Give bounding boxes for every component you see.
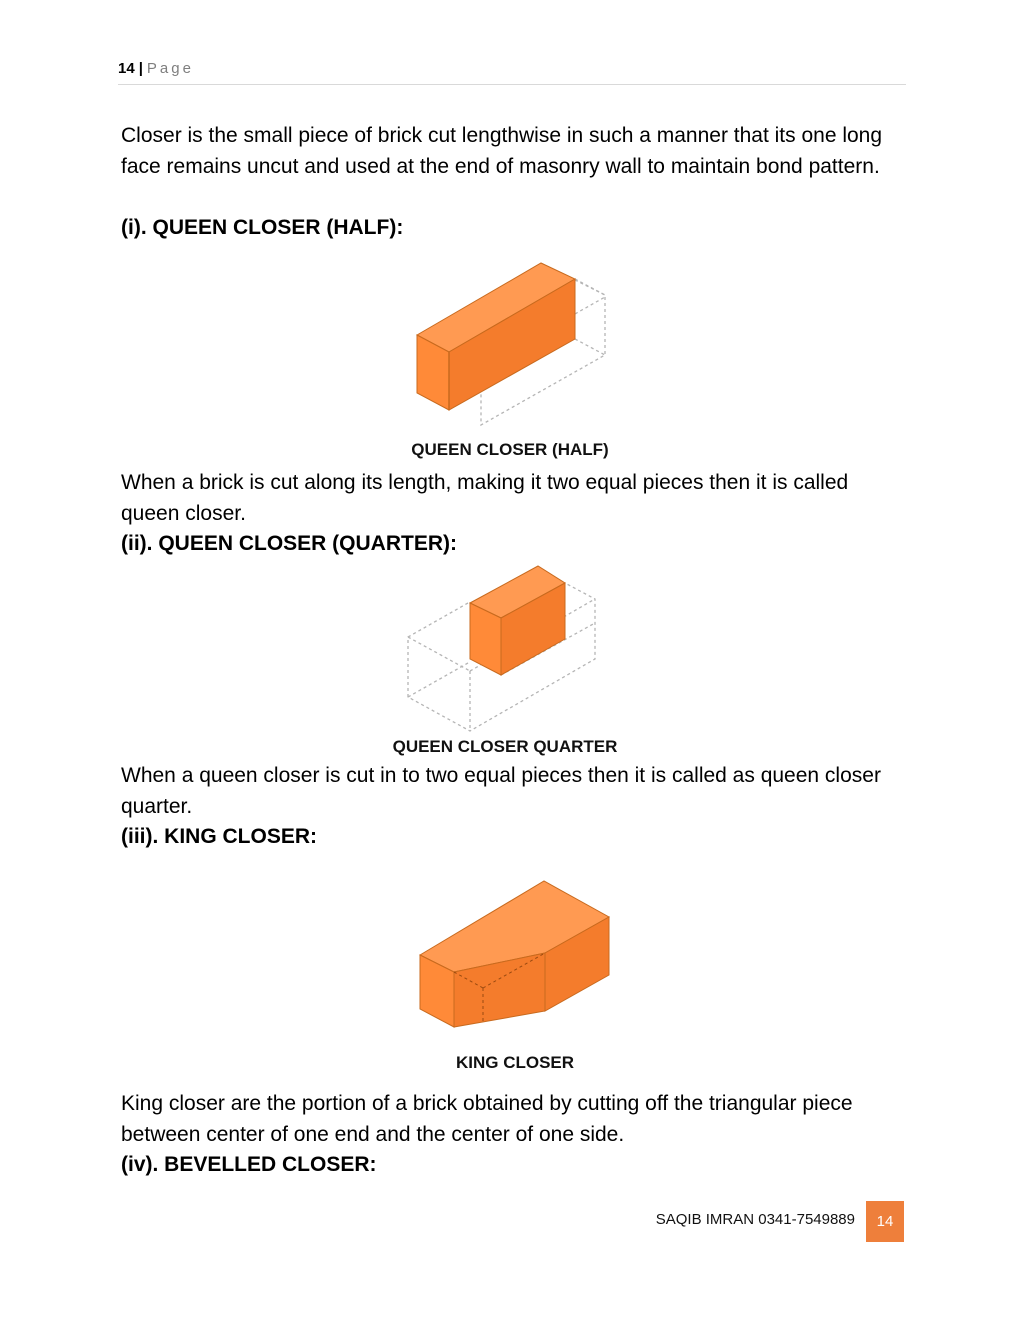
- king-closer-figure: [410, 875, 620, 1035]
- caption-queen-closer-half: QUEEN CLOSER (HALF): [411, 440, 609, 459]
- header-page-number: 14: [118, 60, 135, 77]
- heading-queen-closer-half: (i). QUEEN CLOSER (HALF):: [121, 216, 404, 239]
- paragraph-queen-closer-quarter: When a queen closer is cut in to two equal pieces then it is called as queen closer quarter.: [121, 764, 881, 818]
- heading-king-closer: (iii). KING CLOSER:: [121, 825, 317, 848]
- header-separator: |: [138, 60, 143, 77]
- heading-bevelled-closer: (iv). BEVELLED CLOSER:: [121, 1153, 377, 1176]
- header-page-label: Page: [146, 60, 194, 77]
- caption-king-closer: KING CLOSER: [455, 1053, 575, 1072]
- caption-queen-closer-quarter: QUEEN CLOSER QUARTER: [392, 737, 618, 756]
- heading-queen-closer-quarter: (ii). QUEEN CLOSER (QUARTER):: [121, 532, 457, 555]
- intro-paragraph: Closer is the small piece of brick cut lengthwise in such a manner that its one long face remains uncut and used at the end of masonry wall to maintain bond pattern.: [121, 124, 883, 178]
- footer-author: SAQIB IMRAN 0341-7549889: [655, 1211, 855, 1228]
- paragraph-king-closer: King closer are the portion of a brick obtained by cutting off the triangular piece between center of one end and the center of one side.: [121, 1092, 853, 1146]
- queen-closer-quarter-figure: [400, 563, 605, 733]
- footer-page-number: 14: [866, 1201, 904, 1242]
- paragraph-queen-closer-half: When a brick is cut along its length, making it two equal pieces then it is called queen closer.: [121, 471, 849, 525]
- page-header: [118, 60, 906, 85]
- queen-closer-half-figure: [405, 255, 620, 435]
